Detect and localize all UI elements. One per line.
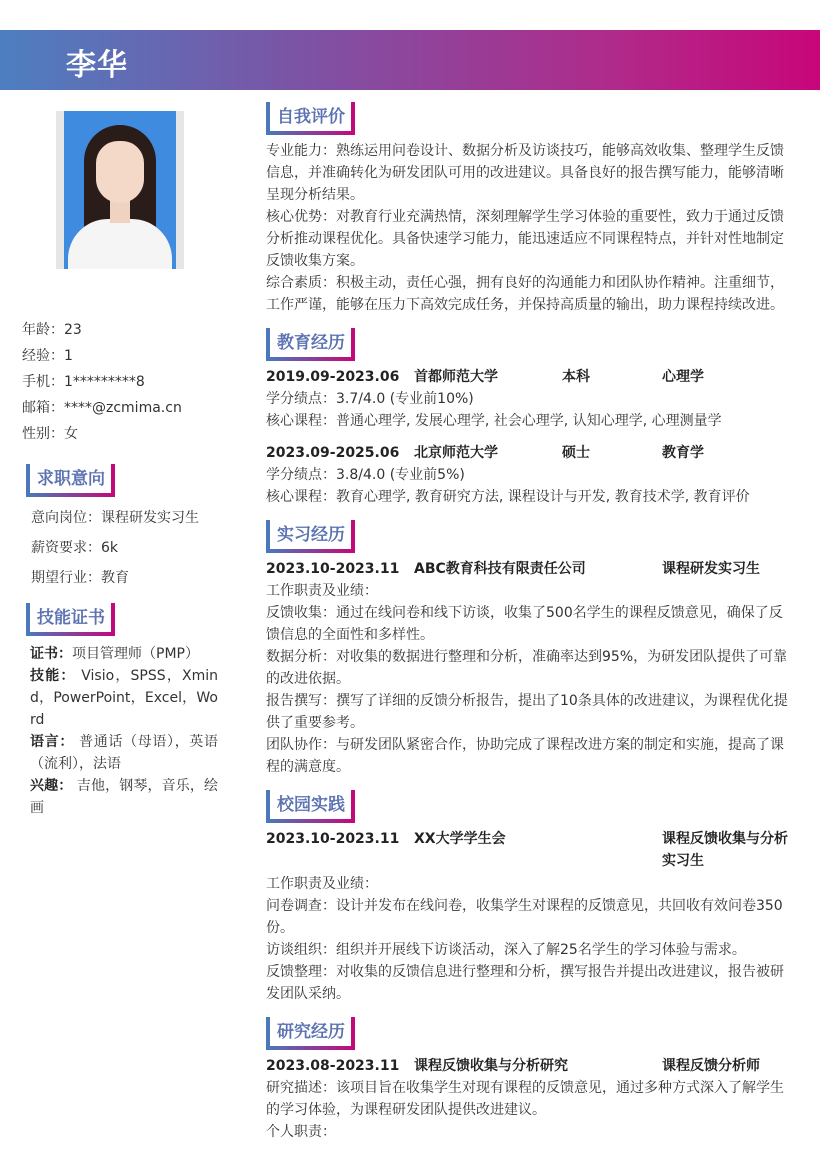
section-title: 校园实践 <box>266 790 355 823</box>
info-phone <box>22 369 222 395</box>
internship-row <box>266 558 796 580</box>
research-section <box>266 1017 796 1143</box>
skill-item <box>30 665 218 731</box>
info-label: 年龄： <box>22 322 64 338</box>
detail-line: 个人职责： <box>266 1124 336 1140</box>
school: 首都师范大学 <box>414 369 498 385</box>
job-intent-section <box>26 464 222 593</box>
info-label: 手机： <box>22 374 64 390</box>
info-gender <box>22 421 222 447</box>
info-experience <box>22 343 222 369</box>
education-row <box>266 366 796 388</box>
paragraph: 综合素质：积极主动，责任心强，拥有良好的沟通能力和团队协作精神。注重细节，工作严谨，能够在压力下高效完成任务，并保持高质量的输出，助力课程持续改进。 <box>266 275 784 313</box>
date: 2023.10-2023.11 <box>266 561 400 577</box>
info-label: 性别： <box>22 426 64 442</box>
header-banner <box>0 30 820 90</box>
skill-label: 技能： <box>30 668 76 684</box>
detail-line: 报告撰写：撰写了详细的反馈分析报告，提出了10条具体的改进建议，为课程优化提供了重要参考。 <box>266 693 788 731</box>
date: 2023.08-2023.11 <box>266 1058 400 1074</box>
info-value: 23 <box>64 322 82 338</box>
date: 2023.10-2023.11 <box>266 831 400 847</box>
major: 教育学 <box>662 445 704 461</box>
detail-line: 研究描述：该项目旨在收集学生对现有课程的反馈意见，通过多种方式深入了解学生的学习体验，为课程研发团队提供改进建议。 <box>266 1080 784 1118</box>
section-title: 技能证书 <box>26 603 115 636</box>
profile-photo <box>56 111 184 269</box>
campus-row <box>266 828 796 872</box>
paragraph: 专业能力：熟练运用问卷设计、数据分析及访谈技巧，能够高效收集、整理学生反馈信息，并准确转化为研发团队可用的改进建议。具备良好的报告撰写能力，能够清晰呈现分析结果。 <box>266 143 784 203</box>
research-row <box>266 1055 796 1077</box>
detail-line: 数据分析：对收集的数据进行整理和分析，准确率达到95%，为研发团队提供了可靠的改进依据。 <box>266 649 788 687</box>
intent-item: 薪资要求：6k <box>31 540 119 556</box>
left-column <box>22 317 222 819</box>
section-title: 教育经历 <box>266 328 355 361</box>
date: 2023.09-2025.06 <box>266 445 400 461</box>
section-title: 实习经历 <box>266 520 355 553</box>
degree: 硕士 <box>562 445 590 461</box>
detail-line: 反馈收集：通过在线问卷和线下访谈，收集了500名学生的课程反馈意见，确保了反馈信息的全面性和多样性。 <box>266 605 783 643</box>
skill-label: 兴趣： <box>30 778 73 794</box>
info-value: 女 <box>64 426 78 442</box>
skill-label: 证书： <box>30 646 72 662</box>
info-value: 1*********8 <box>64 374 145 390</box>
school: 北京师范大学 <box>414 445 498 461</box>
detail-line: 核心课程：普通心理学, 发展心理学, 社会心理学, 认知心理学, 心理测量学 <box>266 413 722 429</box>
basic-info <box>22 317 222 447</box>
info-age <box>22 317 222 343</box>
role: 课程反馈收集与分析实习生 <box>662 831 788 869</box>
skill-label: 语言： <box>30 734 74 750</box>
info-value: 1 <box>64 348 73 364</box>
intent-item: 意向岗位：课程研发实习生 <box>31 510 199 526</box>
section-title: 自我评价 <box>266 102 355 135</box>
skill-item <box>30 775 218 819</box>
section-title: 求职意向 <box>26 464 115 497</box>
candidate-name: 李华 <box>66 48 128 83</box>
self-evaluation-section <box>266 102 796 316</box>
organization: XX大学学生会 <box>414 831 506 847</box>
info-label: 邮箱： <box>22 400 64 416</box>
major: 心理学 <box>662 369 704 385</box>
skill-value: Visio，SPSS，Xmind，PowerPoint，Excel，Word <box>30 668 219 728</box>
detail-line: 工作职责及业绩： <box>266 876 378 892</box>
skill-item <box>30 643 218 665</box>
detail-line: 访谈组织：组织并开展线下访谈活动，深入了解25名学生的学习体验与需求。 <box>266 942 746 958</box>
info-email <box>22 395 222 421</box>
role: 课程反馈分析师 <box>662 1058 760 1074</box>
education-section <box>266 328 796 508</box>
role: 课程研发实习生 <box>662 561 760 577</box>
date: 2019.09-2023.06 <box>266 369 400 385</box>
info-value: ****@zcmima.cn <box>64 400 182 416</box>
skills-section <box>26 603 222 819</box>
skill-item <box>30 731 218 775</box>
info-label: 经验： <box>22 348 64 364</box>
degree: 本科 <box>562 369 590 385</box>
detail-line: 反馈整理：对收集的反馈信息进行整理和分析，撰写报告并提出改进建议，报告被研发团队采纳。 <box>266 964 784 1002</box>
education-row <box>266 442 796 464</box>
skill-value: 普通话（母语），英语（流利），法语 <box>30 734 219 772</box>
campus-section <box>266 790 796 1005</box>
project: 课程反馈收集与分析研究 <box>414 1058 568 1074</box>
detail-line: 工作职责及业绩： <box>266 583 378 599</box>
detail-line: 问卷调查：设计并发布在线问卷，收集学生对课程的反馈意见，共回收有效问卷350份。 <box>266 898 783 936</box>
right-column <box>266 102 796 1155</box>
detail-line: 核心课程：教育心理学, 教育研究方法, 课程设计与开发, 教育技术学, 教育评价 <box>266 489 750 505</box>
skill-value: 项目管理师（PMP） <box>72 646 199 662</box>
organization: ABC教育科技有限责任公司 <box>414 561 586 577</box>
detail-line: 学分绩点：3.8/4.0 (专业前5%) <box>266 467 465 483</box>
internship-section <box>266 520 796 778</box>
paragraph: 核心优势：对教育行业充满热情，深刻理解学生学习体验的重要性，致力于通过反馈分析推动课程优化。具备快速学习能力，能迅速适应不同课程特点，并针对性地制定反馈收集方案。 <box>266 209 784 269</box>
section-title: 研究经历 <box>266 1017 355 1050</box>
detail-line: 学分绩点：3.7/4.0 (专业前10%) <box>266 391 474 407</box>
intent-item: 期望行业：教育 <box>31 570 129 586</box>
detail-line: 团队协作：与研发团队紧密合作，协助完成了课程改进方案的制定和实施，提高了课程的满意度。 <box>266 737 784 775</box>
skill-value: 吉他，钢琴，音乐，绘画 <box>30 778 218 816</box>
